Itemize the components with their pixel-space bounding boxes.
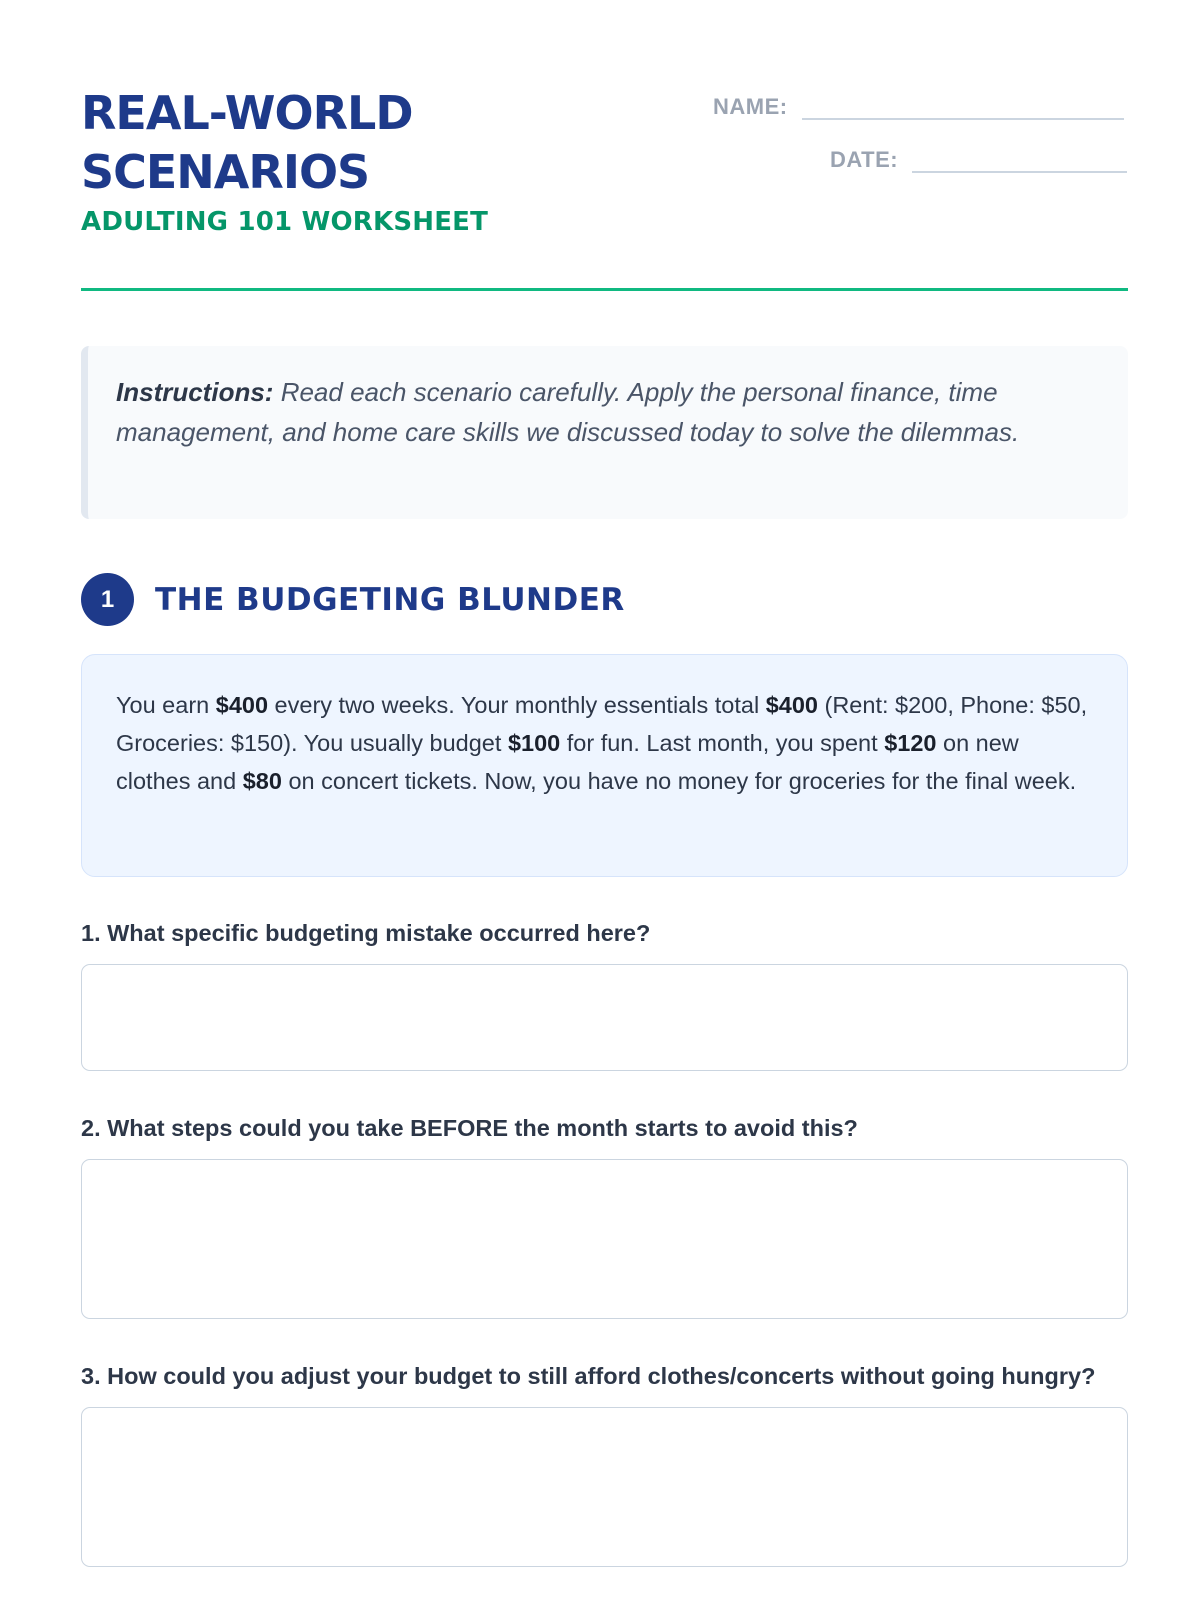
scenario-amount: $100	[507, 730, 561, 756]
answer-box-1[interactable]	[81, 964, 1128, 1071]
scenario-text: on concert tickets. Now, you have no money for groceries for the final week.	[281, 768, 1077, 794]
answer-box-3[interactable]	[81, 1407, 1128, 1567]
instructions-label: Instructions:	[116, 377, 274, 407]
name-field	[713, 86, 1124, 120]
scenario-text: You earn	[116, 692, 216, 718]
title-line-1: REAL-WORLD	[81, 86, 413, 140]
date-input-line[interactable]	[912, 139, 1127, 173]
page-title	[81, 84, 413, 202]
name-label: NAME:	[713, 94, 788, 119]
instructions-text: Read each scenario carefully. Apply the personal finance, time management, and home care skills we discussed today to solve the dilemmas.	[116, 377, 1020, 447]
scenario-amount: $400	[765, 692, 818, 718]
answer-box-2[interactable]	[81, 1159, 1128, 1319]
scenario-box	[81, 654, 1128, 877]
header-divider	[81, 288, 1128, 291]
worksheet-page	[81, 0, 1128, 1389]
instructions-box	[81, 346, 1128, 519]
page-subtitle: ADULTING 101 WORKSHEET	[81, 207, 489, 237]
scenario-text: for fun. Last month, you spent	[560, 730, 885, 756]
section-number-badge: 1	[81, 573, 134, 626]
date-label: DATE:	[830, 147, 899, 172]
worksheet-header	[81, 0, 1128, 296]
section-heading	[81, 573, 625, 626]
section-title: THE BUDGETING BLUNDER	[155, 581, 625, 618]
scenario-amount: $120	[884, 730, 937, 756]
scenario-amount: $80	[242, 768, 282, 794]
scenario-text: (Rent: $200, Phone: $50, Groceries: $150). You usually budget	[116, 692, 1088, 756]
scenario-amount: $400	[215, 692, 269, 718]
question-2: 2. What steps could you take BEFORE the month starts to avoid this?	[81, 1115, 858, 1141]
question-3: 3. How could you adjust your budget to still afford clothes/concerts without going hungry?	[81, 1363, 1096, 1389]
title-line-2: SCENARIOS	[81, 145, 370, 199]
name-input-line[interactable]	[802, 86, 1124, 120]
scenario-text: on new clothes and	[116, 730, 1019, 794]
scenario-text: every two weeks. Your monthly essentials total	[268, 692, 766, 718]
question-1: 1. What specific budgeting mistake occurred here?	[81, 920, 651, 946]
date-field	[830, 139, 1127, 173]
